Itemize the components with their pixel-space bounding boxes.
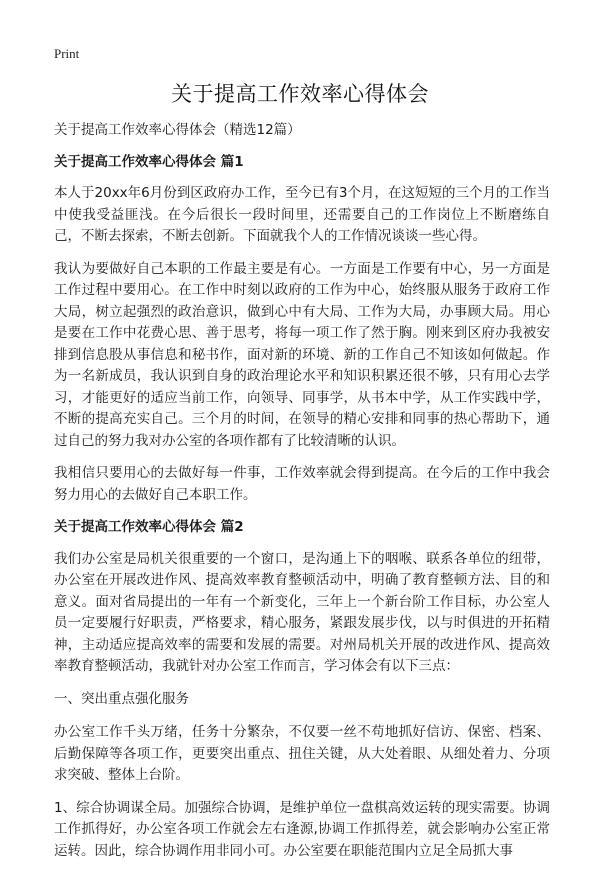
print-link[interactable]: Print (54, 46, 80, 61)
paragraph: 1、综合协调谋全局。加强综合协调，是维护单位一盘棋高效运转的现实需要。协调工作抓得好，办公室各项工作就会左右逢源,协调工作抓得差，就会影响办公室正常运转。因此，综合协调作用非同小可。办公室要在职能范围内立足全局抓大事 (54, 799, 550, 859)
document-body (54, 120, 550, 873)
paragraph: 本人于20xx年6月份到区政府办工作，至今已有3个月，在这短短的三个月的工作当中使我受益匪浅。在今后很长一段时间里，还需要自己的工作岗位上不断磨练自己，不断去探索，不断去创新。下面就我个人的工作情况谈谈一些心得。 (54, 185, 550, 244)
section-heading-1: 关于提高工作效率心得体会 篇1 (54, 153, 244, 170)
subsection-heading: 一、突出重点强化服务 (54, 690, 189, 707)
document-subtitle: 关于提高工作效率心得体会（精选12篇） (54, 122, 301, 138)
document-title: 关于提高工作效率心得体会 (171, 82, 429, 106)
paragraph: 我认为要做好自己本职的工作最主要是有心。一方面是工作要有中心，另一方面是工作过程中要用心。在工作中时刻以政府的工作为中心，始终服从服务于政府工作大局，树立起强烈的政治意识，做到心中有大局、工作为大局，办事顾大局。用心是要在工作中花费心思、善于思考，将每一项工作了然于胸。刚来到区府办我被安排到信息股从事信息和秘书作，面对新的环境、新的工作自己不知该如何做起。作为一名新成员，我认识到自身的政治理论水平和知识积累还很不够，只有用心去学习，才能更好的适应当前工作，向领导、同事学，从书本中学，从工作实践中学，不断的提高充实自己。三个月的时间，在领导的精心安排和同事的热心帮助下，通过自己的努力我对办公室的各项作都有了比较清晰的认识。 (54, 260, 550, 449)
section-heading-2: 关于提高工作效率心得体会 篇2 (54, 519, 244, 535)
paragraph: 办公室工作千头万绪，任务十分繁杂，不仅要一丝不苟地抓好信访、保密、档案、后勤保障等各项工作，更要突出重点、扭住关键，从大处着眼、从细处着力、分项求突破、整体上台阶。 (54, 724, 550, 783)
paragraph: 我们办公室是局机关很重要的一个窗口，是沟通上下的咽喉、联系各单位的纽带，办公室在开展改进作风、提高效率教育整顿活动中，明确了教育整顿方法、目的和意义。面对省局提出的一年有一个新变化，三年上一个新台阶工作目标，办公室人员一定要履行好职责，严格要求，精心服务，紧跟发展步伐，以与时俱进的开拓精神，主动适应提高效率的需要和发展的需要。对州局机关开展的改进作风、提高效率教育整顿活动，我就针对办公室工作而言，学习体会有以下三点： (54, 550, 550, 674)
paragraph: 我相信只要用心的去做好每一件事，工作效率就会得到提高。在今后的工作中我会努力用心的去做好自己本职工作。 (54, 465, 550, 503)
